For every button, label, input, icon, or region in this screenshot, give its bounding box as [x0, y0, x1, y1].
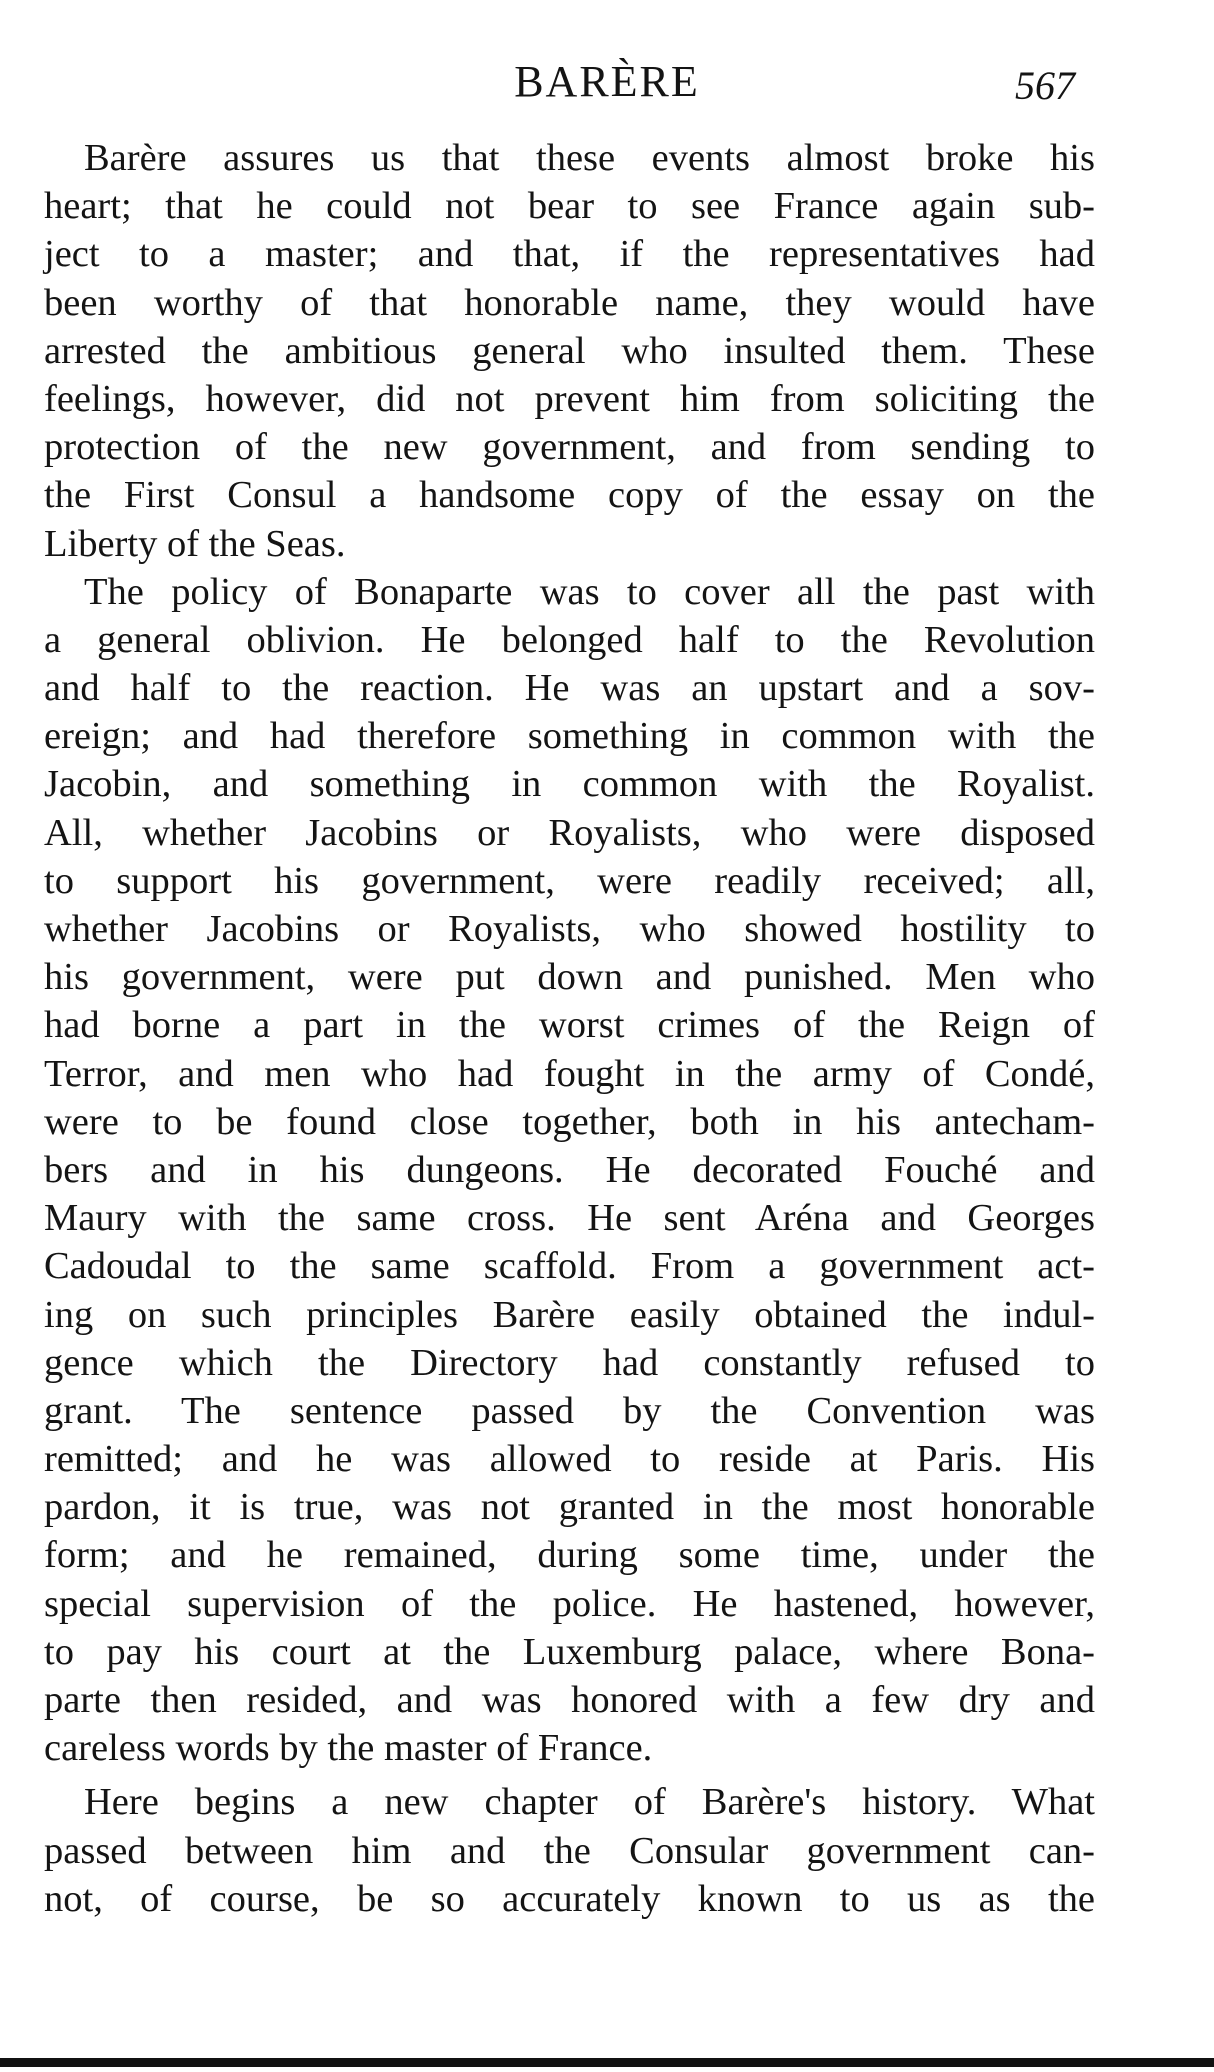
text-line: to pay his court at the Luxemburg palace, where Bona- — [44, 1630, 1095, 1673]
text-line: form; and he remained, during some time, under the — [44, 1534, 1095, 1577]
text-line: arrested the ambitious general who insulted them. These — [44, 329, 1095, 372]
text-line: ereign; and had therefore something in common with the — [44, 715, 1095, 758]
text-line: careless words by the master of France. — [44, 1727, 653, 1770]
text-line: whether Jacobins or Royalists, who showed hostility to — [44, 908, 1095, 950]
page-number: 567 — [1015, 63, 1075, 108]
text-line: ing on such principles Barère easily obtained the indul- — [44, 1293, 1095, 1336]
text-line: pardon, it is true, was not granted in the most honorable — [44, 1486, 1095, 1529]
text-line: passed between him and the Consular government can- — [44, 1829, 1095, 1872]
text-line: the First Consul a handsome copy of the essay on the — [44, 474, 1095, 517]
text-line: grant. The sentence passed by the Convention was — [44, 1389, 1095, 1432]
paragraph — [44, 134, 1095, 568]
text-line: Jacobin, and something in common with the Royalist. — [44, 763, 1095, 806]
text-line: to support his government, were readily received; all, — [44, 859, 1095, 902]
paragraph — [44, 568, 1095, 1773]
text-line: heart; that he could not bear to see France again sub- — [44, 185, 1095, 228]
text-line: Here begins a new chapter of Barère's history. What — [84, 1781, 1095, 1824]
text-line: his government, were put down and punished. Men who — [44, 956, 1095, 999]
text-line: feelings, however, did not prevent him from soliciting the — [44, 377, 1095, 420]
text-line: a general oblivion. He belonged half to the Revolution — [44, 618, 1095, 661]
text-line: Barère assures us that these events almost broke his — [84, 137, 1095, 179]
text-line: remitted; and he was allowed to reside at Paris. His — [44, 1438, 1095, 1481]
bottom-rule — [0, 2058, 1214, 2067]
text-line: gence which the Directory had constantly refused to — [44, 1341, 1095, 1384]
text-line: were to be found close together, both in his antecham- — [44, 1100, 1095, 1143]
text-line: All, whether Jacobins or Royalists, who were disposed — [44, 811, 1095, 854]
text-line: parte then resided, and was honored with a few dry and — [44, 1679, 1095, 1721]
text-line: Cadoudal to the same scaffold. From a government act- — [44, 1245, 1095, 1288]
text-line: and half to the reaction. He was an upstart and a sov- — [44, 667, 1095, 710]
text-line: had borne a part in the worst crimes of the Reign of — [44, 1004, 1095, 1047]
running-title: BARÈRE — [514, 57, 700, 106]
body-text — [44, 134, 1095, 1923]
text-line: The policy of Bonaparte was to cover all the past with — [84, 570, 1095, 613]
text-line: Liberty of the Seas. — [44, 522, 346, 565]
text-line: been worthy of that honorable name, they would have — [44, 281, 1095, 324]
text-line: not, of course, be so accurately known to us as the — [44, 1877, 1095, 1920]
text-line: ject to a master; and that, if the representatives had — [44, 233, 1095, 276]
text-line: Terror, and men who had fought in the army of Condé, — [44, 1052, 1095, 1095]
paragraph — [44, 1778, 1095, 1923]
text-line: special supervision of the police. He hastened, however, — [44, 1582, 1095, 1625]
text-line: bers and in his dungeons. He decorated Fouché and — [44, 1148, 1095, 1191]
text-line: Maury with the same cross. He sent Aréna and Georges — [44, 1197, 1095, 1240]
text-line: protection of the new government, and from sending to — [44, 426, 1095, 469]
